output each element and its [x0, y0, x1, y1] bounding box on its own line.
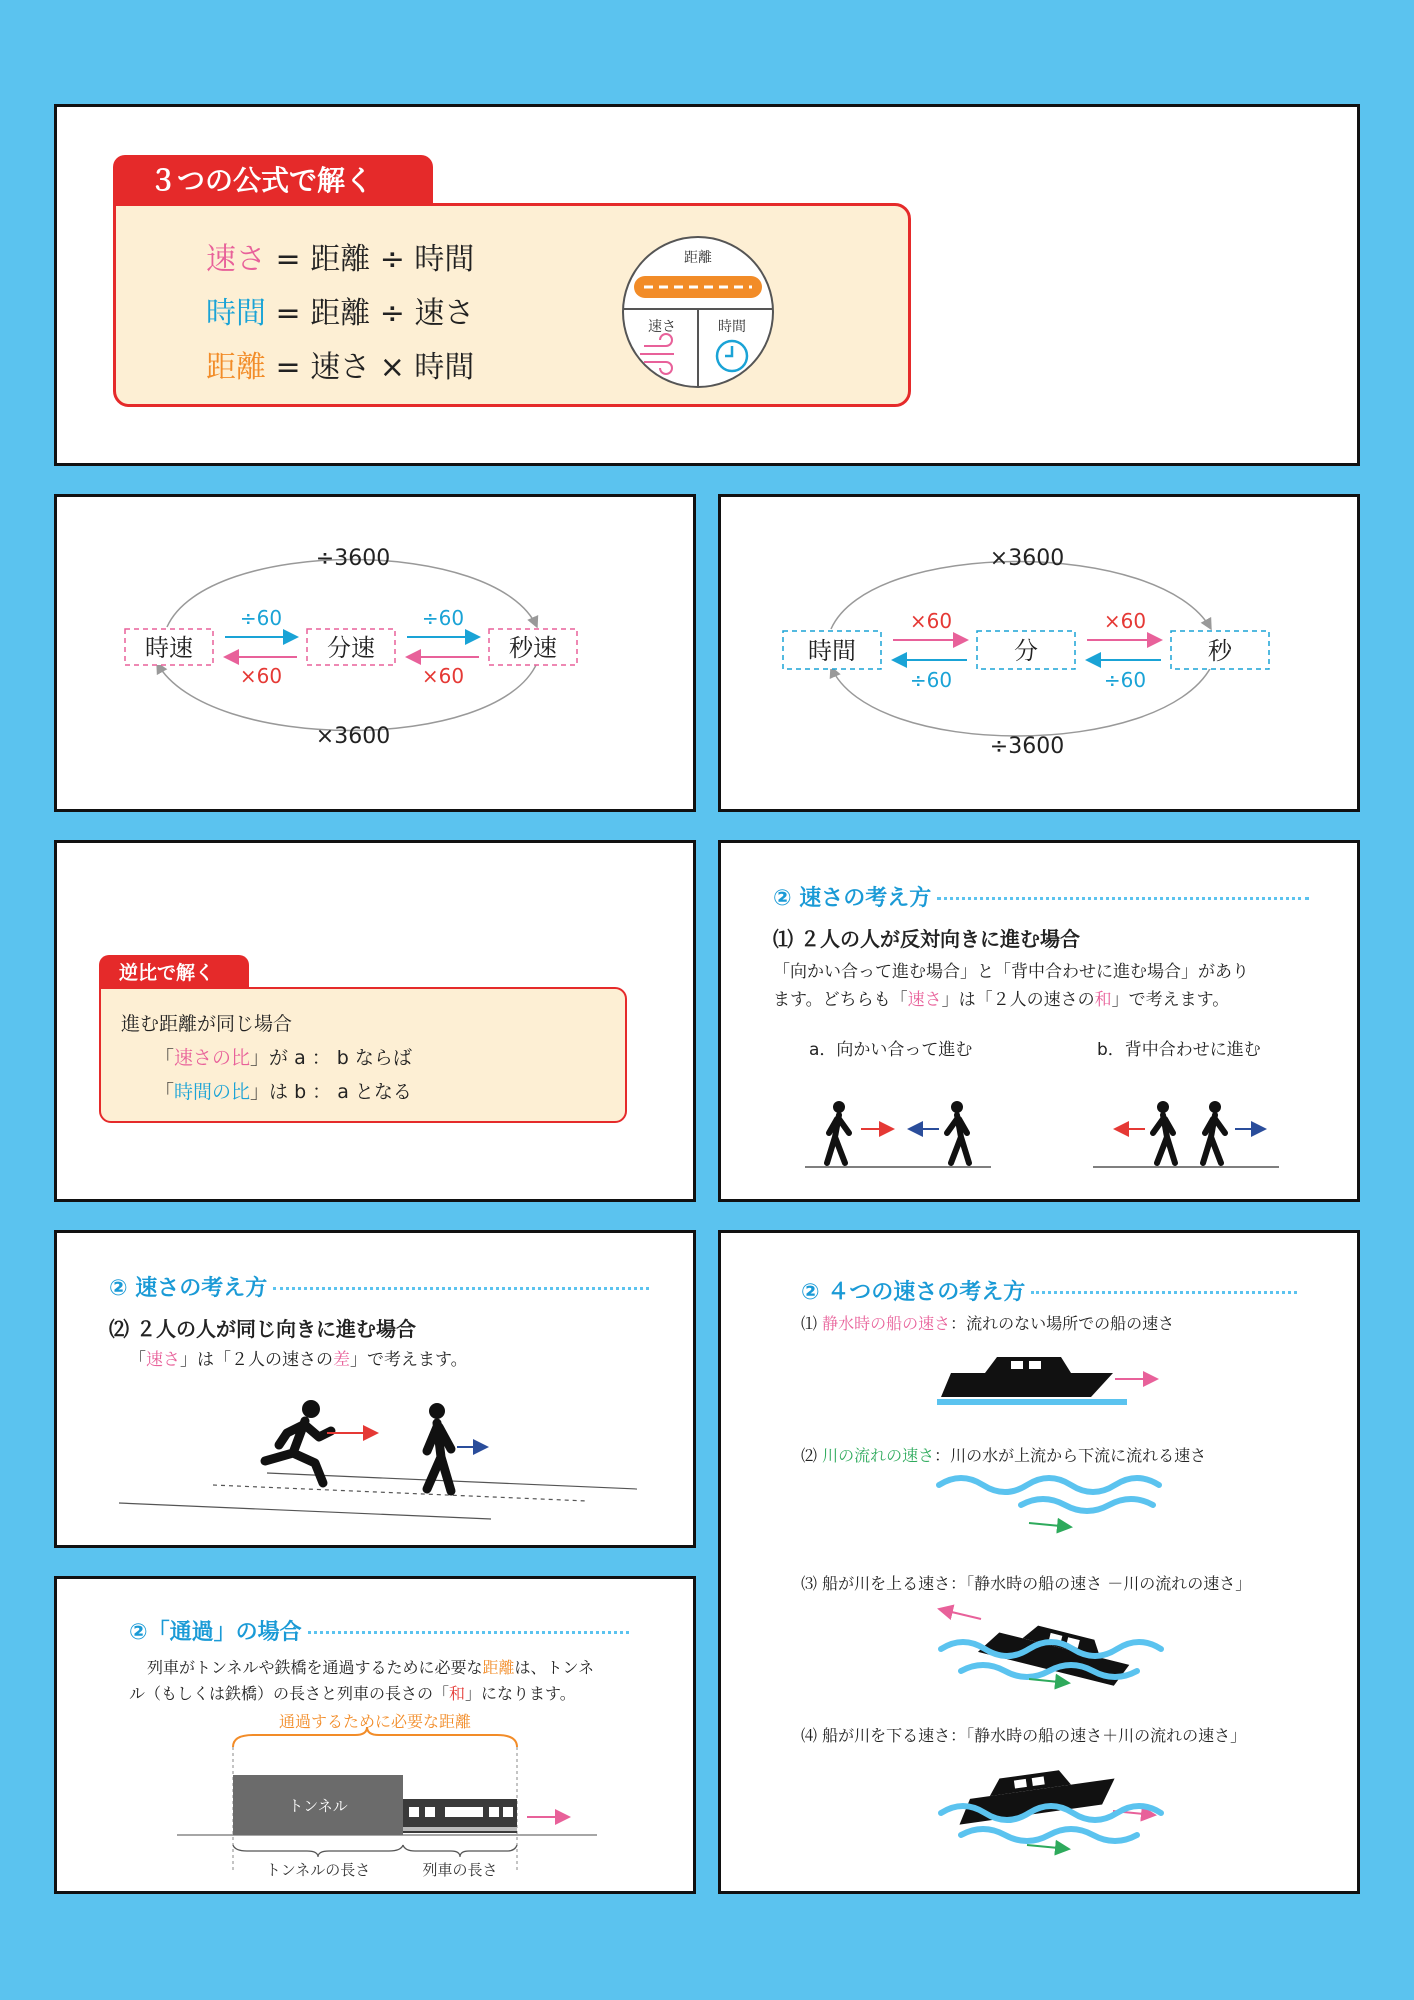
train-length-label: 列車の長さ [422, 1861, 498, 1879]
formula-circle-diagram [620, 234, 780, 394]
time-box-minute: 分 [1014, 637, 1038, 665]
time-back-label-2: ÷60 [1103, 668, 1147, 692]
time-fwd-label-1: ×60 [909, 609, 953, 633]
boat-title: ② ４つの速さの考え方 [801, 1275, 1297, 1306]
passing-text-2: ル（もしくは鉄橋）の長さと列車の長さの「和」になります。 [129, 1684, 576, 1703]
circle-label-distance: 距離 [684, 250, 712, 266]
passing-card [54, 1576, 696, 1894]
same-direction-card [54, 1230, 696, 1548]
time-box-hour: 時間 [808, 637, 856, 665]
tunnel-length-label: トンネルの長さ [265, 1861, 371, 1879]
time-unit-diagram [721, 497, 1357, 809]
wave-icon-2 [939, 1478, 1159, 1492]
boat-item-3: ⑶ 船が川を上る速さ：「静水時の船の速さ －川の流れの速さ」 [801, 1574, 1252, 1593]
time-fwd-label-2: ×60 [1103, 609, 1147, 633]
boat-item-4: ⑷ 船が川を下る速さ：「静水時の船の速さ＋川の流れの速さ」 [801, 1726, 1247, 1745]
opposite-text-1: 「向かい合って進む場合」と「背中合わせに進む場合」があり [773, 962, 1249, 982]
boat-upstream-diagram [721, 1597, 1357, 1697]
passing-diagram [57, 1711, 693, 1891]
formula-row-distance: 距離 = 速さ × 時間 [206, 350, 475, 385]
opposite-title: ② 速さの考え方 [773, 881, 1309, 912]
same-dir-walkers-diagram [57, 1373, 693, 1543]
opposite-text-2: ます。どちらも「速さ」は「２人の速さの和」で考えます。 [773, 990, 1230, 1010]
speed-top-label: ÷3600 [315, 546, 391, 571]
speed-back-label-2: ×60 [421, 664, 465, 688]
same-dir-text: 「速さ」は「２人の速さの差」で考えます。 [129, 1350, 468, 1370]
boat-icon-1 [941, 1357, 1113, 1397]
boat-card [718, 1230, 1360, 1894]
time-bottom-label: ÷3600 [989, 734, 1065, 759]
time-top-label: ×3600 [989, 546, 1065, 571]
speed-unit-diagram [57, 497, 693, 809]
brace-label: 通過するために必要な距離 [278, 1712, 472, 1731]
same-dir-title: ② 速さの考え方 [109, 1271, 649, 1302]
runner-icon [265, 1400, 331, 1483]
time-unit-card [718, 494, 1360, 812]
passing-title: ②「通過」の場合 [129, 1615, 629, 1646]
speed-fwd-label-2: ÷60 [421, 606, 465, 630]
formula-row-time: 時間 = 距離 ÷ 速さ [206, 296, 475, 331]
speed-back-label-1: ×60 [239, 664, 283, 688]
walker-a2-icon [947, 1101, 969, 1163]
inverse-line-2: 「速さの比」が a ： b ならば [155, 1047, 412, 1069]
train-icon [403, 1799, 517, 1833]
inverse-ratio-box [99, 987, 627, 1123]
circle-label-speed: 速さ [648, 319, 676, 335]
speed-unit-card [54, 494, 696, 812]
passing-text-1: 列車がトンネルや鉄橋を通過するために必要な距離は、トンネ [147, 1658, 595, 1677]
inverse-line-3: 「時間の比」は b ： a となる [155, 1081, 412, 1103]
opposite-label-b: b．背中合わせに進む [1097, 1040, 1261, 1060]
walker-icon [427, 1403, 451, 1491]
opposite-subtitle: ⑴ ２人の人が反対向きに進む場合 [773, 927, 1080, 951]
speed-box-second: 秒速 [509, 634, 557, 662]
time-back-label-1: ÷60 [909, 668, 953, 692]
opposite-direction-card [718, 840, 1360, 1202]
opposite-walkers-diagram [721, 1079, 1357, 1199]
inverse-ratio-badge: 逆比で解く [99, 955, 249, 989]
walker-b1-icon [1153, 1101, 1175, 1163]
river-flow-diagram [721, 1469, 1357, 1549]
boat-item-2: ⑵ 川の流れの速さ：川の水が上流から下流に流れる速さ [801, 1446, 1207, 1465]
speed-fwd-label-1: ÷60 [239, 606, 283, 630]
tunnel-label: トンネル [288, 1797, 348, 1815]
boat-still-diagram [721, 1337, 1357, 1417]
walker-b2-icon [1203, 1101, 1225, 1163]
formula-box [113, 203, 911, 407]
walker-a1-icon [827, 1101, 849, 1163]
opposite-label-a: a．向かい合って進む [809, 1040, 973, 1060]
speed-box-minute: 分速 [327, 634, 375, 662]
speed-box-hour: 時速 [145, 634, 193, 662]
formula-badge: ３つの公式で解く [113, 155, 433, 205]
speed-bottom-label: ×3600 [315, 724, 391, 749]
boat-downstream-diagram [721, 1751, 1357, 1881]
same-dir-subtitle: ⑵ ２人の人が同じ向きに進む場合 [109, 1317, 416, 1341]
formula-card [54, 104, 1360, 466]
circle-label-time: 時間 [718, 319, 746, 335]
boat-item-1: ⑴ 静水時の船の速さ：流れのない場所での船の速さ [801, 1314, 1175, 1333]
formula-row-speed: 速さ = 距離 ÷ 時間 [206, 242, 475, 277]
boat-icon-4 [954, 1763, 1118, 1825]
time-box-second: 秒 [1208, 637, 1232, 665]
inverse-line-1: 進む距離が同じ場合 [121, 1013, 293, 1035]
inverse-ratio-card [54, 840, 696, 1202]
